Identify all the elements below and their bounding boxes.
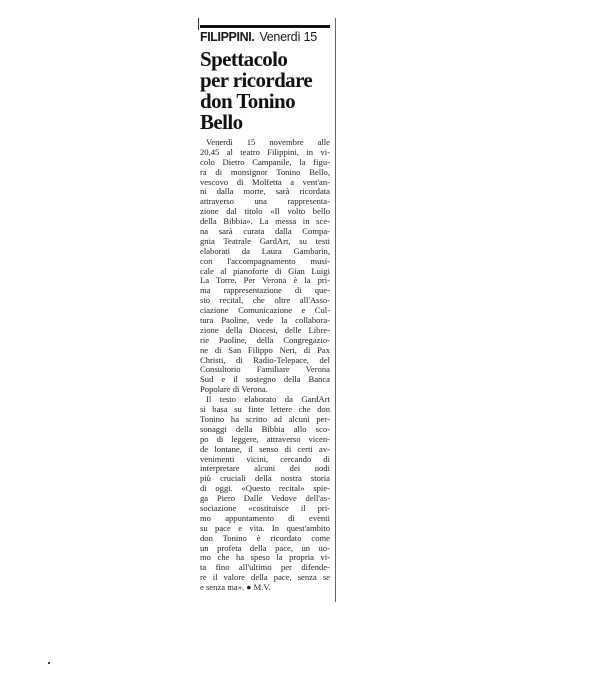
body-line: cale al pianoforte di Gian Luigi [200,265,330,276]
body-line: sociazione «costituisce il pri- [200,502,330,513]
body-line: ciazione Comunicazione e Cul- [200,305,330,316]
headline-line: per ricordare [200,68,313,92]
body-line: ni dalla morte, sarà ricordata [200,186,330,197]
article-body [200,138,330,593]
body-line: un profeta della pace, un uo- [200,542,330,553]
body-line: Venerdì 15 novembre alle [206,137,330,147]
body-line: più cruciali della nostra storia [200,473,330,484]
body-line: de lontane, il senso di certi av- [200,443,330,454]
body-line: e senza ma». ● M.V. [200,582,271,593]
body-line: La Torre. Per Verona è la pri- [200,275,330,286]
headline-line: Spettacolo [200,47,288,71]
body-line: sonaggi della Bibbia allo sco- [200,423,330,434]
body-line: po di leggere, attraverso vicen- [200,433,330,444]
body-line: Tonino ha scritto ad alcuni per- [200,413,330,424]
kicker-day: Venerdì 15 [259,30,317,44]
body-line: Sud e il sostegno della Banca [200,374,330,385]
body-line: Il testo elaborato da GardArt [206,394,330,405]
headline-line: don Tonino [200,89,296,113]
body-line: venimenti vicini, cercando di [200,453,330,464]
body-line: ma rappresentazione di que- [200,285,330,296]
body-line: Consultorio Familiare Verona [200,364,330,375]
body-line: ta fino all'ultimo per difende- [200,562,330,573]
kicker-section: FILIPPINI. [200,30,255,44]
body-line: colo Dietro Campanile, la figu- [200,156,330,167]
body-line: ga Piero Dalle Vedove dell'as- [200,493,330,504]
body-line: Popolare di Verona. [200,384,268,395]
body-line: rie Paoline, della Congregazio- [200,334,330,345]
body-line: mo che ha speso la propria vi- [200,552,330,563]
body-line: ne di San Filippo Neri, di Pax [200,344,330,355]
body-line: con l'accompagnamento musi- [200,255,330,266]
headline-line: Bello [200,110,243,134]
column-rule-right [335,18,336,602]
body-line: si basa su finte lettere che don [200,404,330,415]
body-line: ra di monsignor Tonino Bello, [200,166,330,177]
body-line: re il valore della pace, senza se [200,572,330,583]
body-line: zione della Diocesi, delle Libre- [200,324,330,335]
body-line: sto recital, che oltre all'Asso- [200,295,330,306]
newspaper-clipping [198,18,338,608]
column-rule-left [198,18,199,30]
body-line: zione dal titolo «Il volto bello [200,206,330,217]
article-headline [200,49,334,133]
body-line: don Tonino è ricordato come [200,532,330,543]
kicker [200,25,330,45]
body-line: attraverso una rappresenta- [200,196,330,207]
body-line: mo appuntamento di eventi [200,512,330,523]
body-line: tura Paoline, vede la collabora- [200,315,330,326]
body-line: di oggi. «Questo recital» spie- [200,483,330,494]
body-line: Christi, di Radio-Telepace, del [200,354,330,365]
scan-speck [48,662,50,664]
body-line: interpretare alcuni dei nodi [200,463,330,474]
body-line: elaborati da Laura Gambarin, [200,245,330,256]
body-line: gnia Teatrale GardArt, su testi [200,235,330,246]
body-line: vescovo di Molfetta a vent'an- [200,176,330,187]
body-line: 20,45 al teatro Filippini, in vi- [200,146,330,157]
body-line: su pace e vita. In quest'ambito [200,522,330,533]
body-line: della Bibbia». La messa in sce- [200,216,330,227]
body-line: na sarà curata dalla Compa- [200,226,330,237]
